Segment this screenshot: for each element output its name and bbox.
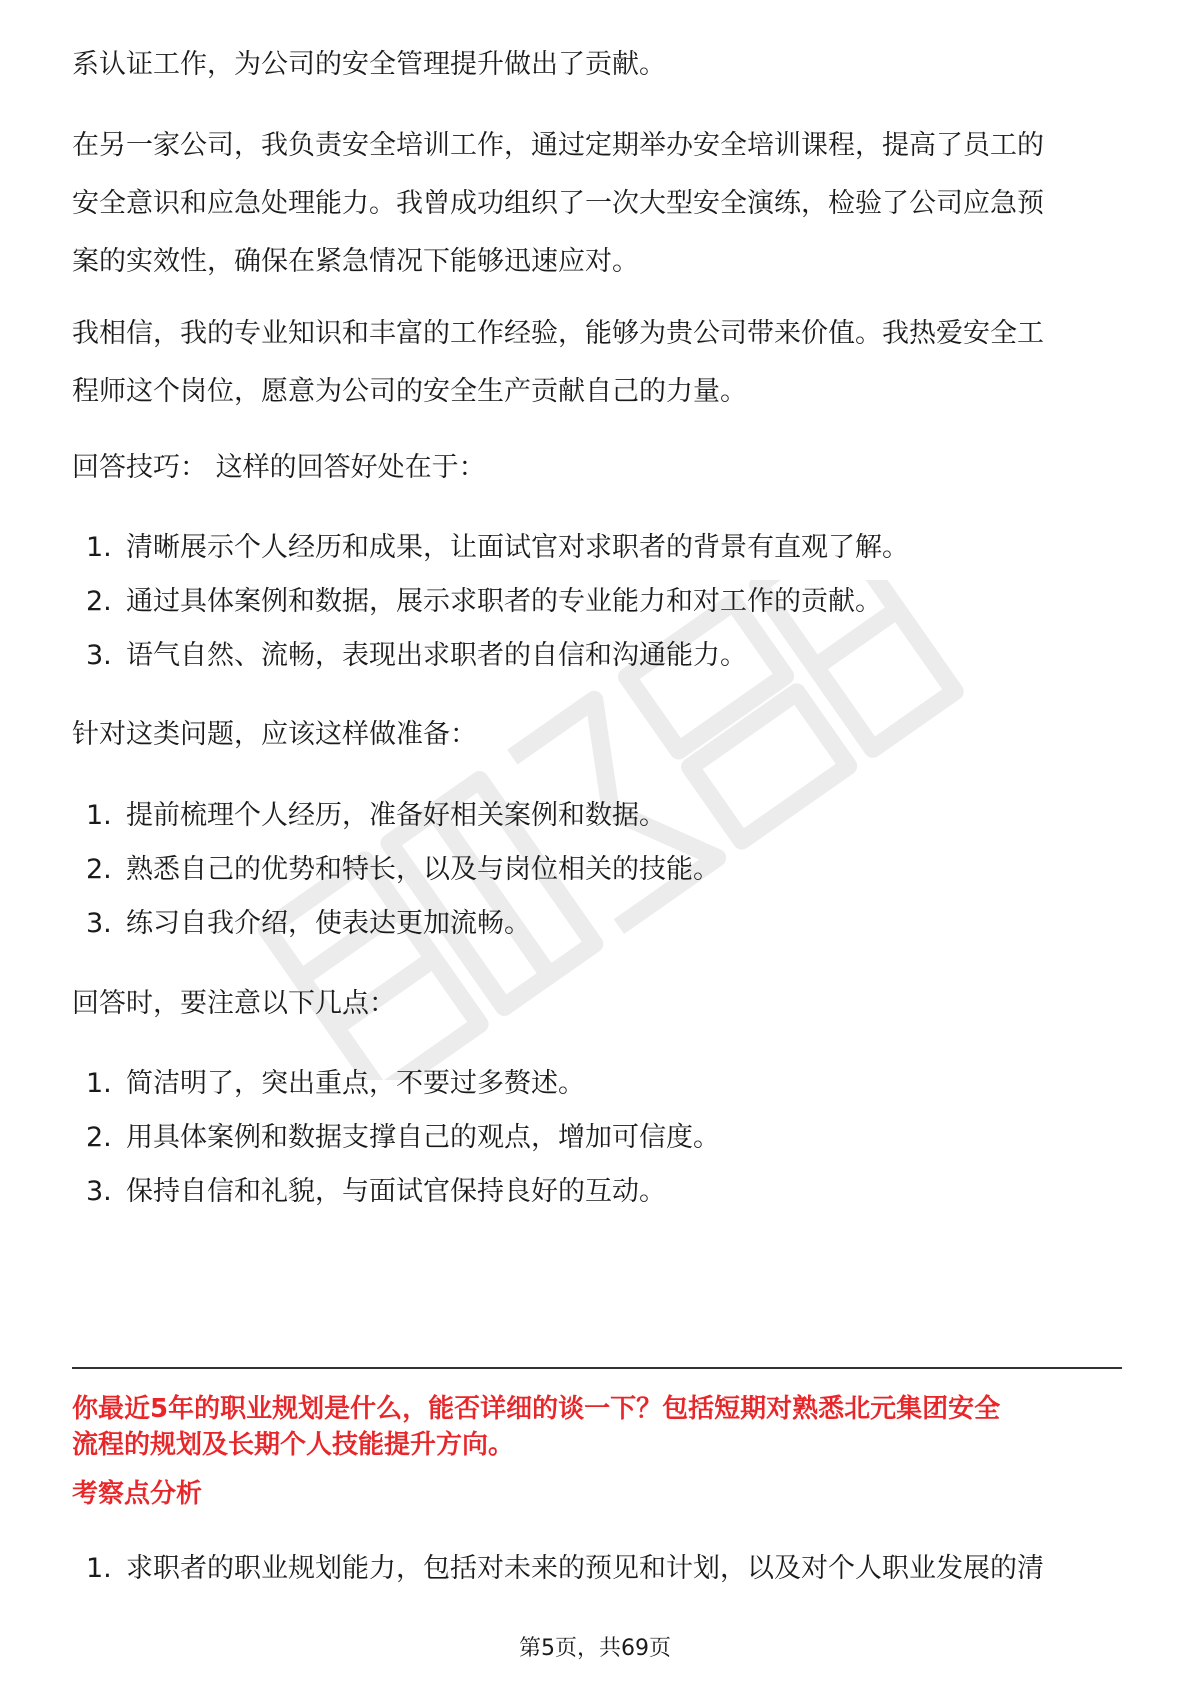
list-text: 通过具体案例和数据，展示求职者的专业能力和对工作的贡献。	[126, 586, 882, 617]
list-item	[86, 573, 1122, 631]
text-line: 我相信，我的专业知识和丰富的工作经验，能够为贵公司带来价值。我热爱安全工	[72, 318, 1044, 349]
list-item	[86, 787, 1122, 845]
list-number: 3.	[86, 908, 112, 939]
section-divider	[72, 1367, 1122, 1369]
list-number: 1.	[86, 532, 112, 563]
list-item	[86, 1540, 1122, 1598]
list-number: 2.	[86, 586, 112, 617]
text-line: 案的实效性，确保在紧急情况下能够迅速应对。	[72, 246, 639, 277]
page-number: 第5页，共69页	[519, 1636, 671, 1661]
list-text: 提前梳理个人经历，准备好相关案例和数据。	[126, 800, 666, 831]
question-line: 你最近5年的职业规划是什么，能否详细的谈一下？包括短期对熟悉北元集团安全	[72, 1394, 1001, 1424]
list-item	[86, 841, 1122, 899]
list-number: 2.	[86, 1122, 112, 1153]
list-item	[86, 895, 1122, 953]
list-item	[86, 1109, 1122, 1167]
list-text: 用具体案例和数据支撑自己的观点，增加可信度。	[126, 1122, 720, 1153]
list-text: 保持自信和礼貌，与面试官保持良好的互动。	[126, 1176, 666, 1207]
text-line: 系认证工作，为公司的安全管理提升做出了贡献。	[72, 49, 666, 80]
list-text: 熟悉自己的优势和特长，以及与岗位相关的技能。	[126, 854, 720, 885]
paragraph-2	[72, 117, 1122, 291]
list-number: 1.	[86, 800, 112, 831]
list-text: 简洁明了，突出重点，不要过多赘述。	[126, 1068, 585, 1099]
list-number: 3.	[86, 640, 112, 671]
list-number: 3.	[86, 1176, 112, 1207]
text-line: 安全意识和应急处理能力。我曾成功组织了一次大型安全演练，检验了公司应急预	[72, 188, 1044, 219]
question-line: 流程的规划及长期个人技能提升方向。	[72, 1430, 515, 1460]
text-line: 程师这个岗位，愿意为公司的安全生产贡献自己的力量。	[72, 376, 747, 407]
paragraph-1	[72, 36, 1122, 94]
list-item	[86, 1055, 1122, 1113]
list-number: 2.	[86, 854, 112, 885]
list-item	[86, 1163, 1122, 1221]
prep-intro: 针对这类问题，应该这样做准备：	[72, 719, 477, 750]
list-item	[86, 519, 1122, 577]
list-text: 练习自我介绍，使表达更加流畅。	[126, 908, 531, 939]
list-number: 1.	[86, 1553, 112, 1584]
tips-intro: 回答技巧： 这样的回答好处在于：	[72, 452, 486, 483]
notes-intro: 回答时，要注意以下几点：	[72, 988, 396, 1019]
list-text: 求职者的职业规划能力，包括对未来的预见和计划，以及对个人职业发展的清	[126, 1553, 1044, 1584]
list-number: 1.	[86, 1068, 112, 1099]
section-heading: 考察点分析	[72, 1479, 203, 1509]
list-text: 语气自然、流畅，表现出求职者的自信和沟通能力。	[126, 640, 747, 671]
paragraph-3	[72, 305, 1122, 421]
interview-question	[72, 1391, 1122, 1463]
list-text: 清晰展示个人经历和成果，让面试官对求职者的背景有直观了解。	[126, 532, 909, 563]
list-item	[86, 627, 1122, 685]
text-line: 在另一家公司，我负责安全培训工作，通过定期举办安全培训课程，提高了员工的	[72, 130, 1044, 161]
